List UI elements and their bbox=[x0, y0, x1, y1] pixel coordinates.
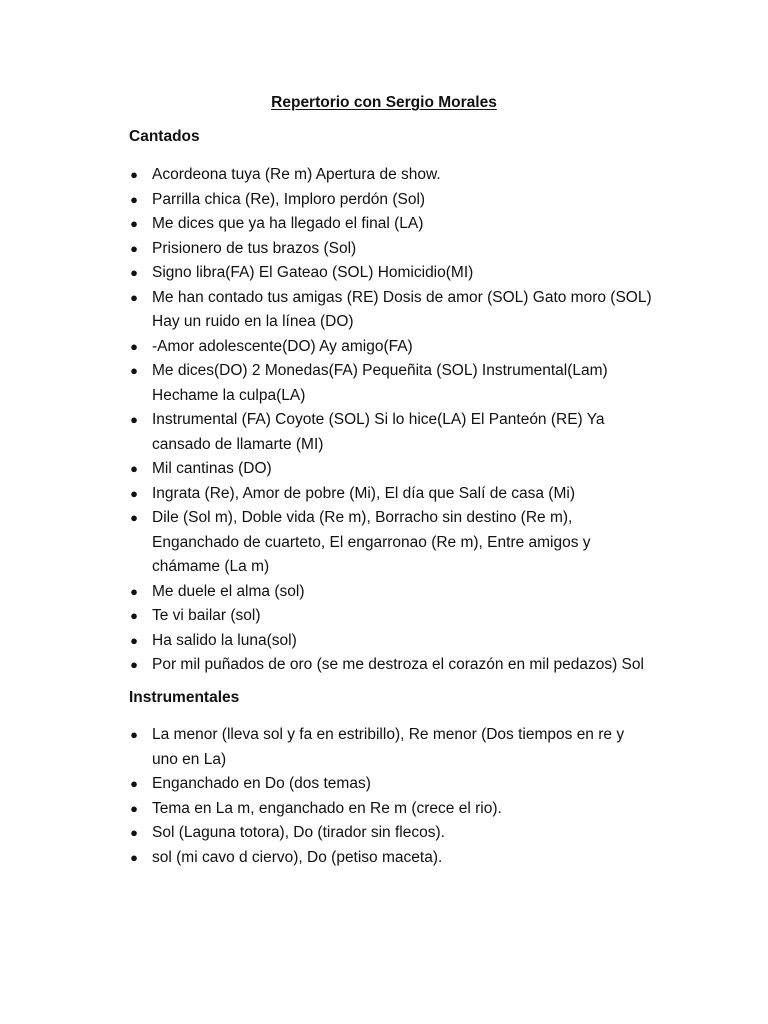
section-heading-cantados: Cantados bbox=[129, 128, 200, 145]
list-item-text: Acordeona tuya (Re m) Apertura de show. bbox=[152, 166, 441, 183]
list-item-text: Mil cantinas (DO) bbox=[152, 460, 272, 477]
list-item-text: Ha salido la luna(sol) bbox=[152, 631, 297, 649]
list-item bbox=[0, 797, 768, 822]
list-item-text: Ingrata (Re), Amor de pobre (Mi), El día que Salí de casa (Mi) bbox=[152, 484, 575, 502]
list-item bbox=[0, 261, 768, 286]
bullet-icon: ● bbox=[130, 608, 138, 623]
list-item bbox=[0, 772, 768, 797]
list-item bbox=[0, 604, 768, 629]
list-item-text: Signo libra(FA) El Gateao (SOL) Homicidio(MI) bbox=[152, 264, 474, 281]
bullet-icon: ● bbox=[130, 657, 138, 672]
instrumentales-list bbox=[0, 723, 768, 870]
bullet-icon: ● bbox=[130, 265, 138, 280]
list-item bbox=[0, 286, 768, 335]
list-item-text: Prisionero de tus brazos (Sol) bbox=[152, 239, 357, 257]
bullet-icon: ● bbox=[130, 485, 138, 501]
bullet-icon: ● bbox=[130, 240, 138, 256]
list-item-text: Me dices que ya ha llegado el final (LA) bbox=[152, 215, 424, 232]
list-item bbox=[0, 506, 768, 580]
bullet-icon: ● bbox=[130, 800, 138, 816]
list-item bbox=[0, 457, 768, 482]
list-item-text: La menor (lleva sol y fa en estribillo), Re menor (Dos tiempos en re y uno en La) bbox=[152, 726, 625, 768]
list-item bbox=[0, 580, 768, 605]
list-item-text: Dile (Sol m), Doble vida (Re m), Borracho sin destino (Re m), Enganchado de cuarteto, El engarronao (Re m), Entre amigos y chámame (La m) bbox=[152, 509, 591, 575]
list-item-text: Me dices(DO) 2 Monedas(FA) Pequeñita (SOL) Instrumental(Lam) Hechame la culpa(LA) bbox=[152, 362, 608, 404]
section-heading-instrumentales: Instrumentales bbox=[129, 689, 240, 706]
bullet-icon: ● bbox=[130, 363, 138, 378]
cantados-list bbox=[0, 163, 768, 678]
bullet-icon: ● bbox=[130, 461, 138, 476]
list-item bbox=[0, 821, 768, 846]
list-item-text: sol (mi cavo d ciervo), Do (petiso maceta). bbox=[152, 848, 443, 866]
list-item bbox=[0, 237, 768, 262]
list-item-text: Instrumental (FA) Coyote (SOL) Si lo hice(LA) El Panteón (RE) Ya cansado de llamarte (MI) bbox=[152, 411, 605, 453]
bullet-icon: ● bbox=[130, 849, 138, 865]
list-item bbox=[0, 188, 768, 213]
list-item bbox=[0, 359, 768, 408]
list-item-text: -Amor adolescente(DO) Ay amigo(FA) bbox=[152, 337, 413, 355]
list-item bbox=[0, 163, 768, 188]
bullet-icon: ● bbox=[130, 289, 138, 305]
bullet-icon: ● bbox=[130, 412, 138, 427]
list-item bbox=[0, 653, 768, 678]
bullet-icon: ● bbox=[130, 191, 138, 207]
list-item-text: Por mil puñados de oro (se me destroza el corazón en mil pedazos) Sol bbox=[152, 656, 644, 673]
bullet-icon: ● bbox=[130, 167, 138, 182]
list-item-text: Tema en La m, enganchado en Re m (crece el rio). bbox=[152, 799, 502, 817]
bullet-icon: ● bbox=[130, 776, 138, 791]
document-title: Repertorio con Sergio Morales bbox=[271, 94, 497, 111]
list-item-text: Sol (Laguna totora), Do (tirador sin flecos). bbox=[152, 824, 445, 841]
bullet-icon: ● bbox=[130, 338, 138, 354]
bullet-icon: ● bbox=[130, 825, 138, 840]
bullet-icon: ● bbox=[130, 583, 138, 599]
list-item-text: Parrilla chica (Re), Imploro perdón (Sol) bbox=[152, 190, 426, 208]
list-item bbox=[0, 335, 768, 360]
list-item bbox=[0, 482, 768, 507]
list-item bbox=[0, 629, 768, 654]
list-item bbox=[0, 846, 768, 871]
list-item bbox=[0, 723, 768, 772]
list-item-text: Me han contado tus amigas (RE) Dosis de amor (SOL) Gato moro (SOL) Hay un ruido en la línea (DO) bbox=[152, 288, 652, 330]
bullet-icon: ● bbox=[130, 727, 138, 742]
list-item-text: Te vi bailar (sol) bbox=[152, 607, 261, 624]
list-item bbox=[0, 408, 768, 457]
list-item-text: Me duele el alma (sol) bbox=[152, 582, 305, 600]
list-item bbox=[0, 212, 768, 237]
bullet-icon: ● bbox=[130, 216, 138, 231]
bullet-icon: ● bbox=[130, 632, 138, 648]
list-item-text: Enganchado en Do (dos temas) bbox=[152, 775, 371, 792]
bullet-icon: ● bbox=[130, 510, 138, 525]
